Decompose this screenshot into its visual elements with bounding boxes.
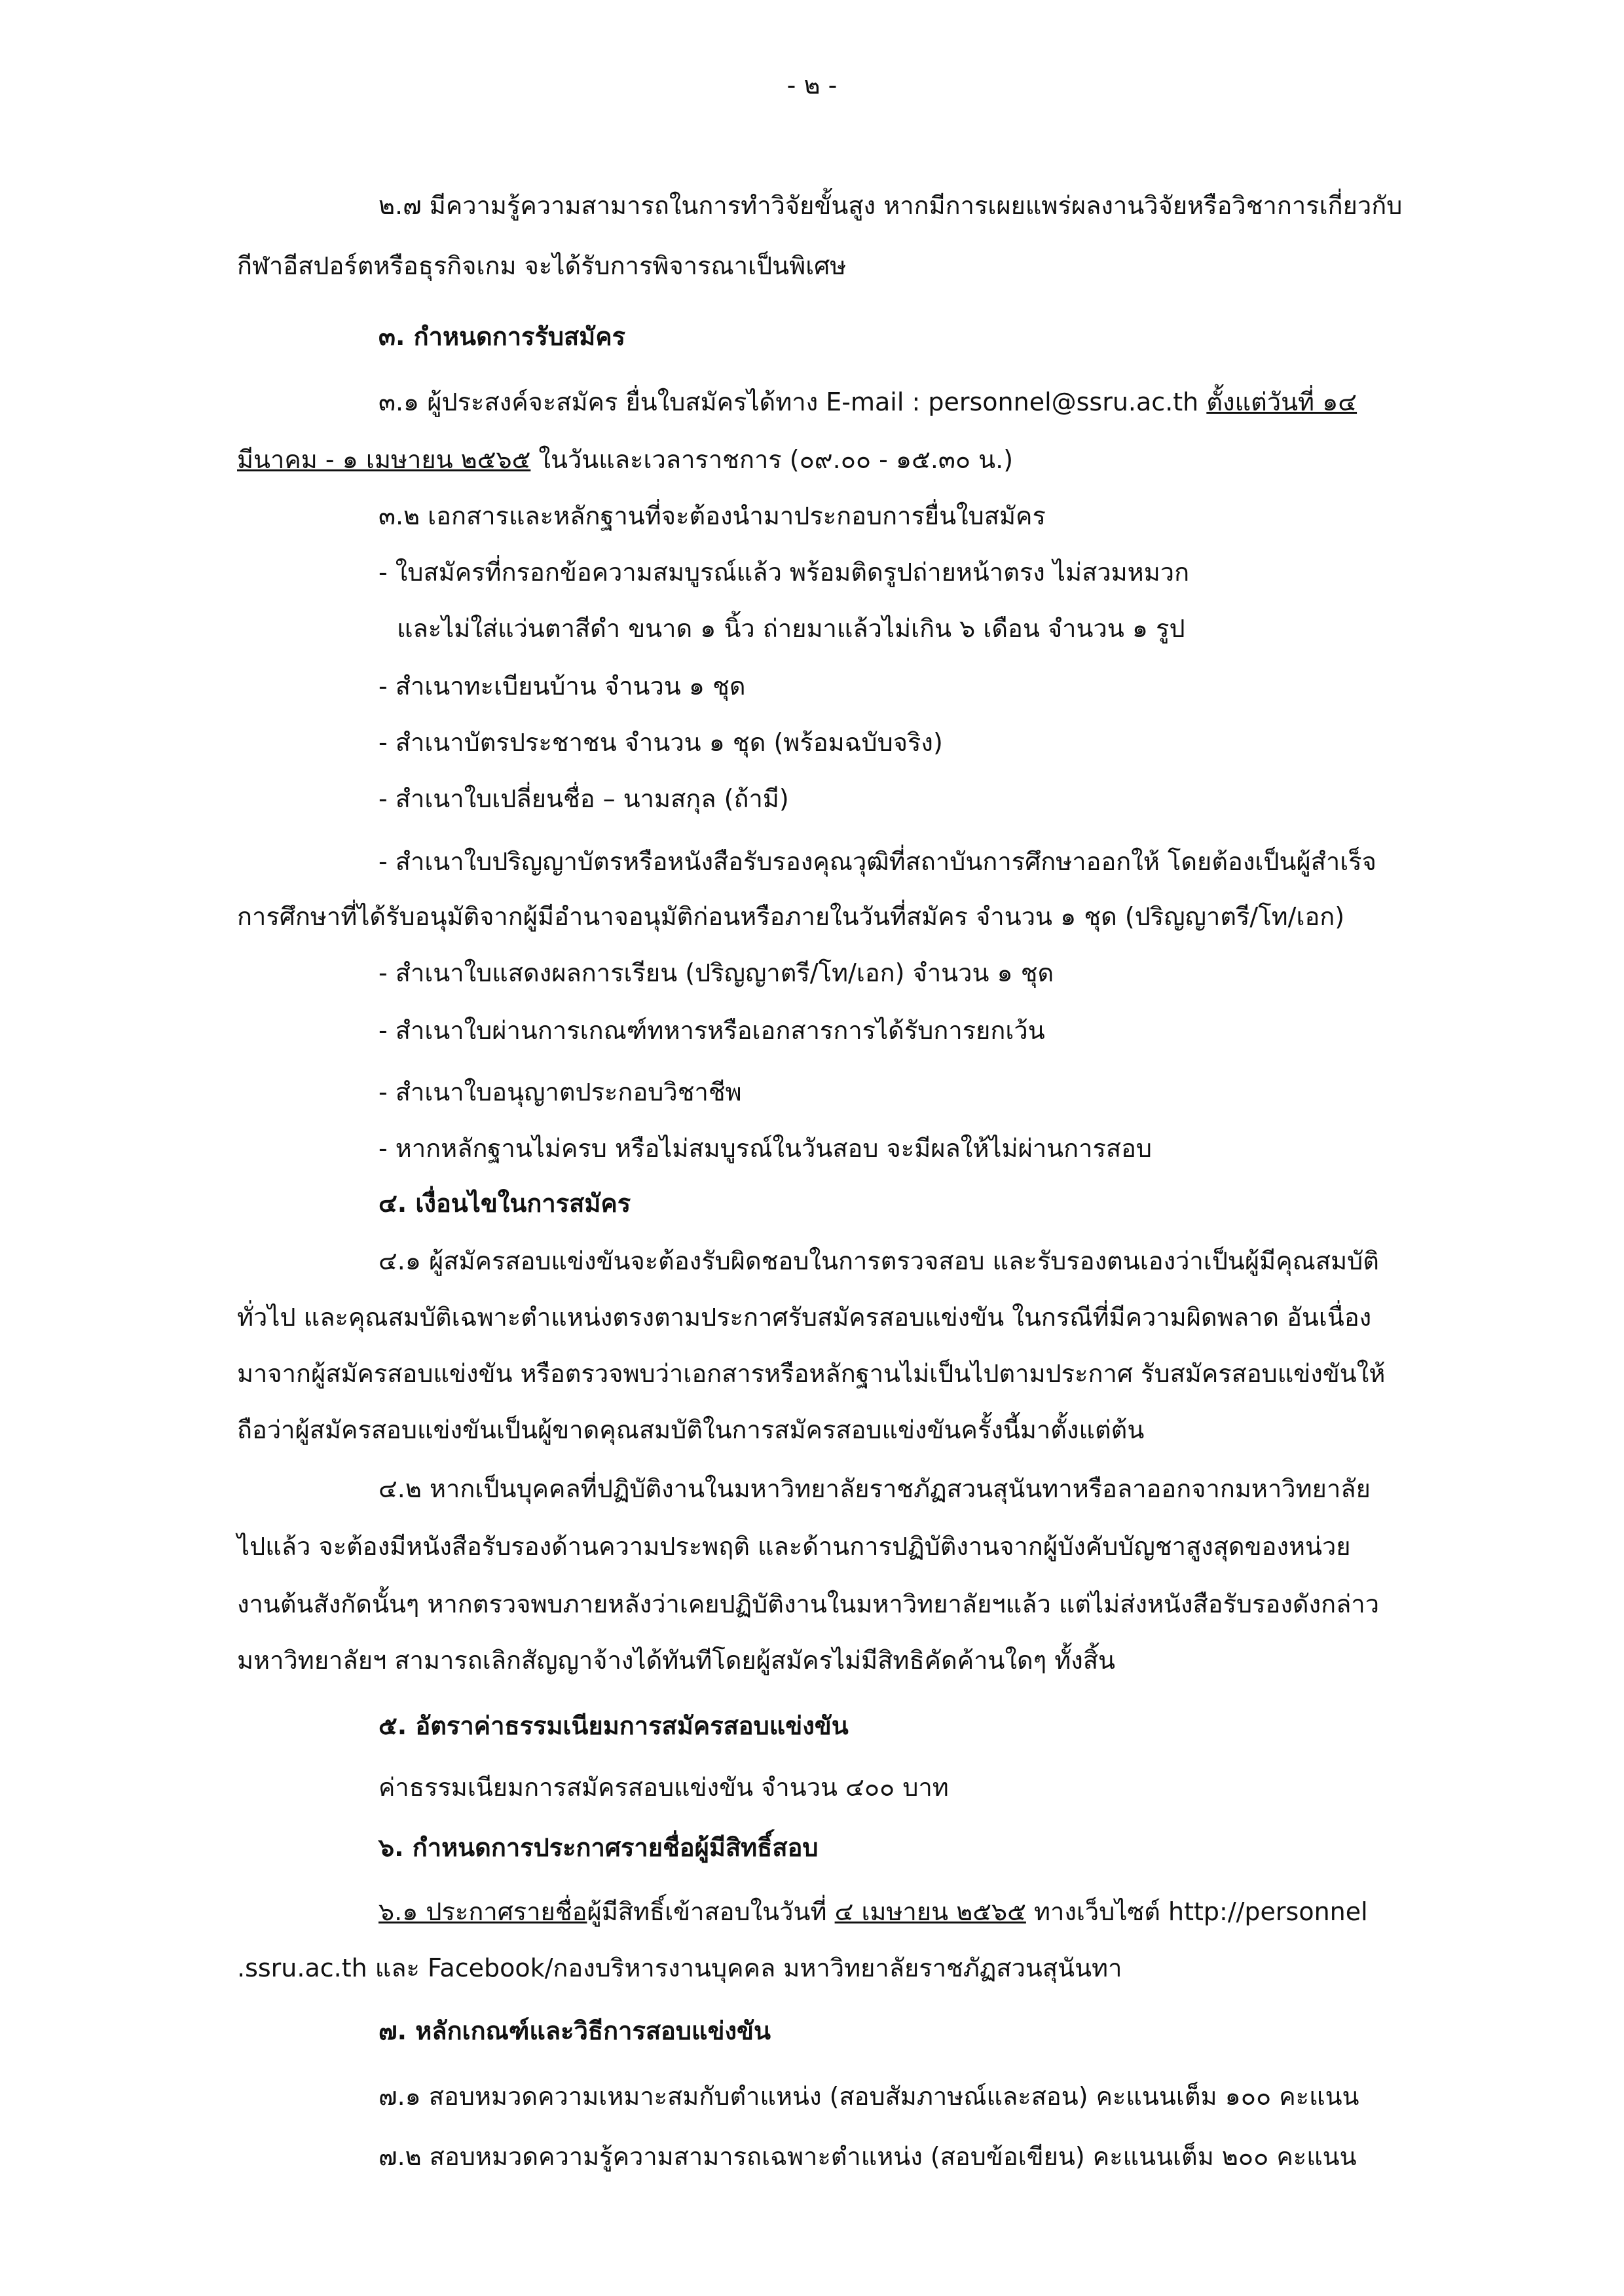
para-5-fee: ค่าธรรมเนียมการสมัครสอบแข่งขัน จำนวน ๔๐๐ บาท bbox=[378, 1773, 949, 1802]
section-4-heading: ๔. เงื่อนไขในการสมัคร bbox=[378, 1189, 631, 1218]
doc-item-1-line2: และไม่ใส่แว่นตาสีดำ ขนาด ๑ นิ้ว ถ่ายมาแล้วไม่เกิน ๖ เดือน จำนวน ๑ รูป bbox=[397, 614, 1185, 643]
para-6-1-line2: .ssru.ac.th และ Facebook/กองบริหารงานบุคคล มหาวิทยาลัยราชภัฏสวนสุนันทา bbox=[237, 1954, 1122, 1982]
para-4-2-line1: ๔.๒ หากเป็นบุคคลที่ปฏิบัติงานในมหาวิทยาลัยราชภัฏสวนสุนันทาหรือลาออกจากมหาวิทยาลัย bbox=[378, 1474, 1371, 1503]
doc-item-7: - สำเนาใบผ่านการเกณฑ์ทหารหรือเอกสารการได้รับการยกเว้น bbox=[378, 1016, 1045, 1045]
para-4-1-line2: ทั่วไป และคุณสมบัติเฉพาะตำแหน่งตรงตามประกาศรับสมัครสอบแข่งขัน ในกรณีที่มีความผิดพลาด อันเนื่อง bbox=[237, 1303, 1372, 1332]
para-4-2-line3: งานต้นสังกัดนั้นๆ หากตรวจพบภายหลังว่าเคยปฏิบัติงานในมหาวิทยาลัยฯแล้ว แต่ไม่ส่งหนังสือรับรองดังกล่าว bbox=[237, 1590, 1380, 1618]
doc-item-1-line1: - ใบสมัครที่กรอกข้อความสมบูรณ์แล้ว พร้อมติดรูปถ่ายหน้าตรง ไม่สวมหมวก bbox=[378, 558, 1190, 587]
para-3-1-hours: ในวันและเวลาราชการ (๐๙.๐๐ - ๑๕.๓๐ น.) bbox=[530, 445, 1014, 474]
section-3-heading: ๓. กำหนดการรับสมัคร bbox=[378, 322, 626, 351]
para-6-1-website: ทางเว็บไซต์ http://personnel bbox=[1025, 1897, 1368, 1926]
para-3-2: ๓.๒ เอกสารและหลักฐานที่จะต้องนำมาประกอบการยื่นใบสมัคร bbox=[378, 501, 1046, 530]
para-7-1: ๗.๑ สอบหมวดความเหมาะสมกับตำแหน่ง (สอบสัมภาษณ์และสอน) คะแนนเต็ม ๑๐๐ คะแนน bbox=[378, 2082, 1359, 2111]
para-4-2-line2: ไปแล้ว จะต้องมีหนังสือรับรองด้านความประพฤติ และด้านการปฏิบัติงานจากผู้บังคับบัญชาสูงสุดของหน่วย bbox=[237, 1532, 1351, 1561]
para-4-1-line1: ๔.๑ ผู้สมัครสอบแข่งขันจะต้องรับผิดชอบในการตรวจสอบ และรับรองตนเองว่าเป็นผู้มีคุณสมบัติ bbox=[378, 1247, 1379, 1275]
para-2-7-line1: ๒.๗ มีความรู้ความสามารถในการทำวิจัยขั้นสูง หากมีการเผยแพร่ผลงานวิจัยหรือวิชาการเกี่ยวกับ bbox=[378, 191, 1403, 220]
para-3-1-line2 bbox=[237, 445, 1013, 475]
section-5-heading: ๕. อัตราค่าธรรมเนียมการสมัครสอบแข่งขัน bbox=[378, 1711, 849, 1740]
para-6-1-text: ผู้มีสิทธิ์เข้าสอบในวันที่ bbox=[587, 1897, 835, 1926]
para-4-1-line4: ถือว่าผู้สมัครสอบแข่งขันเป็นผู้ขาดคุณสมบัติในการสมัครสอบแข่งขันครั้งนี้มาตั้งแต่ต้น bbox=[237, 1415, 1145, 1444]
doc-item-9: - หากหลักฐานไม่ครบ หรือไม่สมบูรณ์ในวันสอบ จะมีผลให้ไม่ผ่านการสอบ bbox=[378, 1134, 1153, 1163]
doc-item-5-line2: การศึกษาที่ได้รับอนุมัติจากผู้มีอำนาจอนุมัติก่อนหรือภายในวันที่สมัคร จำนวน ๑ ชุด (ปริญญาตรี/โท/เอก) bbox=[237, 902, 1345, 931]
para-3-1-line1 bbox=[378, 388, 1357, 418]
doc-item-8: - สำเนาใบอนุญาตประกอบวิชาชีพ bbox=[378, 1078, 742, 1106]
para-6-1-line1 bbox=[378, 1897, 1368, 1927]
doc-item-2: - สำเนาทะเบียนบ้าน จำนวน ๑ ชุด bbox=[378, 672, 746, 701]
para-4-2-line4: มหาวิทยาลัยฯ สามารถเลิกสัญญาจ้างได้ทันทีโดยผู้สมัครไม่มีสิทธิคัดค้านใดๆ ทั้งสิ้น bbox=[237, 1646, 1115, 1675]
para-6-1-announce: ๖.๑ ประกาศรายชื่อ bbox=[378, 1897, 587, 1926]
para-4-1-line3: มาจากผู้สมัครสอบแข่งขัน หรือตรวจพบว่าเอกสารหรือหลักฐานไม่เป็นไปตามประกาศ รับสมัครสอบแข่งขันให้ bbox=[237, 1359, 1386, 1388]
para-3-1-text: ๓.๑ ผู้ประสงค์จะสมัคร ยื่นใบสมัครได้ทาง E-mail : personnel@ssru.ac.th bbox=[378, 388, 1207, 416]
doc-item-4: - สำเนาใบเปลี่ยนชื่อ – นามสกุล (ถ้ามี) bbox=[378, 784, 789, 813]
page-number: - ๒ - bbox=[786, 71, 838, 100]
doc-item-5-line1: - สำเนาใบปริญญาบัตรหรือหนังสือรับรองคุณวุฒิที่สถาบันการศึกษาออกให้ โดยต้องเป็นผู้สำเร็จ bbox=[378, 847, 1376, 876]
para-3-1-date-start: ตั้งแต่วันที่ ๑๔ bbox=[1206, 388, 1357, 416]
para-2-7-line2: กีฬาอีสปอร์ตหรือธุรกิจเกม จะได้รับการพิจารณาเป็นพิเศษ bbox=[237, 251, 847, 280]
doc-item-6: - สำเนาใบแสดงผลการเรียน (ปริญญาตรี/โท/เอก) จำนวน ๑ ชุด bbox=[378, 958, 1054, 987]
doc-item-3: - สำเนาบัตรประชาชน จำนวน ๑ ชุด (พร้อมฉบับจริง) bbox=[378, 728, 943, 757]
section-7-heading: ๗. หลักเกณฑ์และวิธีการสอบแข่งขัน bbox=[378, 2016, 771, 2045]
para-7-2: ๗.๒ สอบหมวดความรู้ความสามารถเฉพาะตำแหน่ง (สอบข้อเขียน) คะแนนเต็ม ๒๐๐ คะแนน bbox=[378, 2142, 1357, 2171]
para-6-1-date: ๔ เมษายน ๒๕๖๕ bbox=[834, 1897, 1026, 1926]
section-6-heading: ๖. กำหนดการประกาศรายชื่อผู้มีสิทธิ์สอบ bbox=[378, 1833, 819, 1862]
para-3-1-date-end: มีนาคม - ๑ เมษายน ๒๕๖๕ bbox=[237, 445, 531, 474]
